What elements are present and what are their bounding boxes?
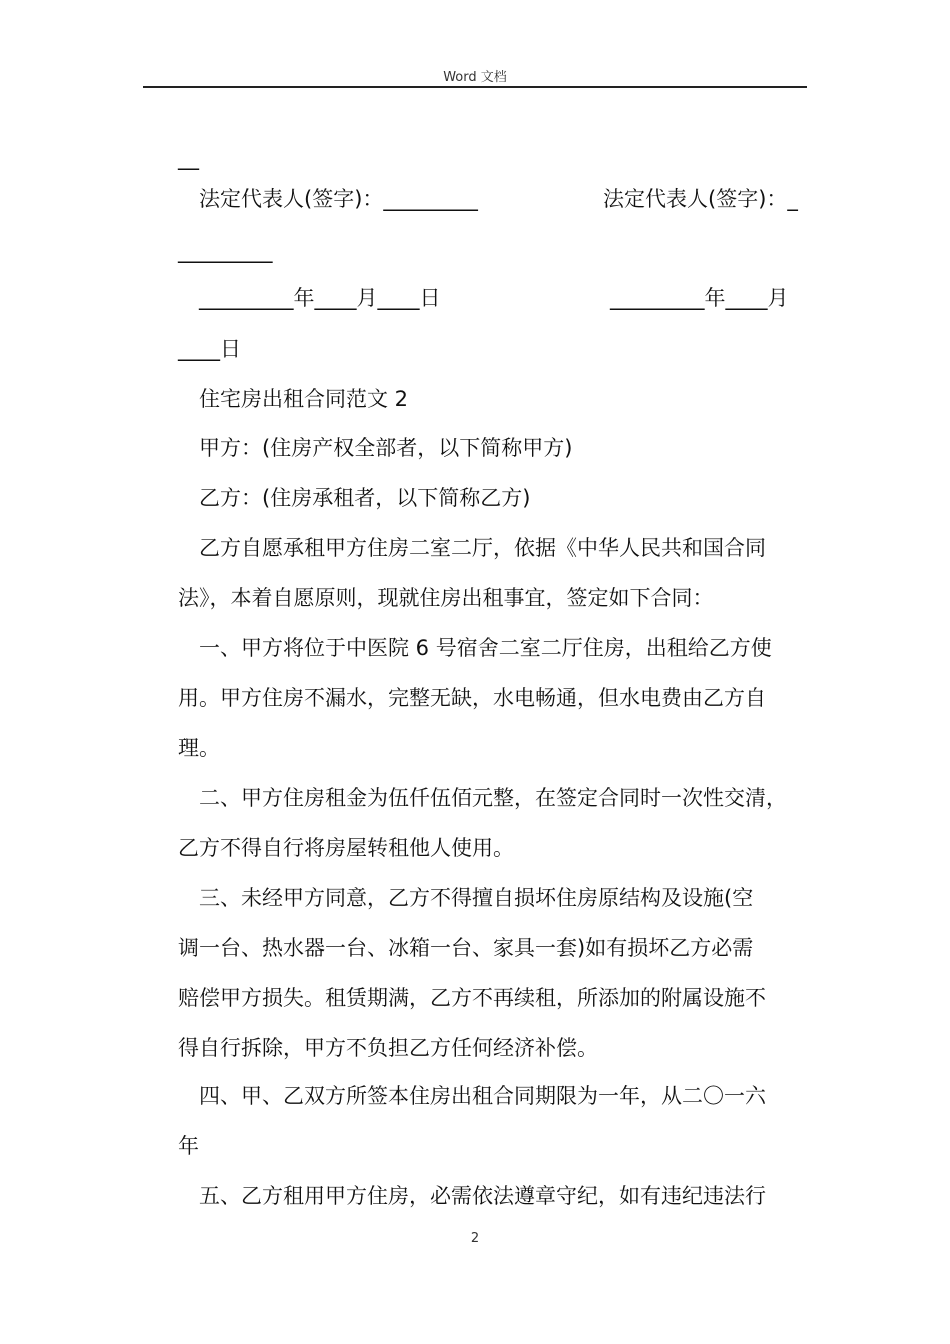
text-line-para1-l2: 法》，本着自愿原则，现就住房出租事宜，签定如下合同： xyxy=(178,586,714,610)
text-line-clause1-l2: 用。甲方住房不漏水，完整无缺，水电畅通，但水电费由乙方自 xyxy=(178,686,766,710)
text-line-underscore: __ xyxy=(178,146,199,170)
text-line-clause3-l3: 赔偿甲方损失。租赁期满，乙方不再续租，所添加的附属设施不 xyxy=(178,986,766,1010)
text-line-party-a: 甲方：(住房产权全部者，以下简称甲方) xyxy=(199,436,573,460)
text-line-heading: 住宅房出租合同范文 2 xyxy=(199,387,409,411)
text-line-signature-cont: _________ xyxy=(178,239,273,263)
text-line-signature-left: 法定代表人(签字)：_________ xyxy=(199,187,478,211)
page-number: 2 xyxy=(470,1231,480,1246)
text-line-clause4-l1: 四、甲、乙双方所签本住房出租合同期限为一年，从二〇一六 xyxy=(199,1084,766,1108)
text-line-signature-right: 法定代表人(签字)：_ xyxy=(603,187,798,211)
text-line-clause1-l1: 一、甲方将位于中医院 6 号宿舍二室二厅住房，出租给乙方使 xyxy=(199,636,772,660)
text-line-clause3-l4: 得自行拆除，甲方不负担乙方任何经济补偿。 xyxy=(178,1036,598,1060)
text-line-party-b: 乙方：(住房承租者，以下简称乙方) xyxy=(199,486,531,510)
text-line-date-left: _________年____月____日 xyxy=(199,286,441,310)
text-line-clause5-l1: 五、乙方租用甲方住房，必需依法遵章守纪，如有违纪违法行 xyxy=(199,1184,766,1208)
text-line-clause1-l3: 理。 xyxy=(178,736,220,760)
text-line-clause2-l1: 二、甲方住房租金为伍仟伍佰元整，在签定合同时一次性交清， xyxy=(199,786,787,810)
header-rule xyxy=(143,86,807,88)
text-line-clause2-l2: 乙方不得自行将房屋转租他人使用。 xyxy=(178,836,514,860)
text-line-date-right: _________年____月 xyxy=(610,286,789,310)
text-line-para1-l1: 乙方自愿承租甲方住房二室二厅，依据《中华人民共和国合同 xyxy=(199,536,766,560)
text-line-date-cont: ____日 xyxy=(178,337,241,361)
text-line-clause3-l1: 三、未经甲方同意，乙方不得擅自损坏住房原结构及设施(空 xyxy=(199,886,754,910)
text-line-clause4-l2: 年 xyxy=(178,1134,199,1158)
text-line-clause3-l2: 调一台、热水器一台、冰箱一台、家具一套)如有损坏乙方必需 xyxy=(178,936,754,960)
page-header: Word 文档 xyxy=(443,70,507,85)
